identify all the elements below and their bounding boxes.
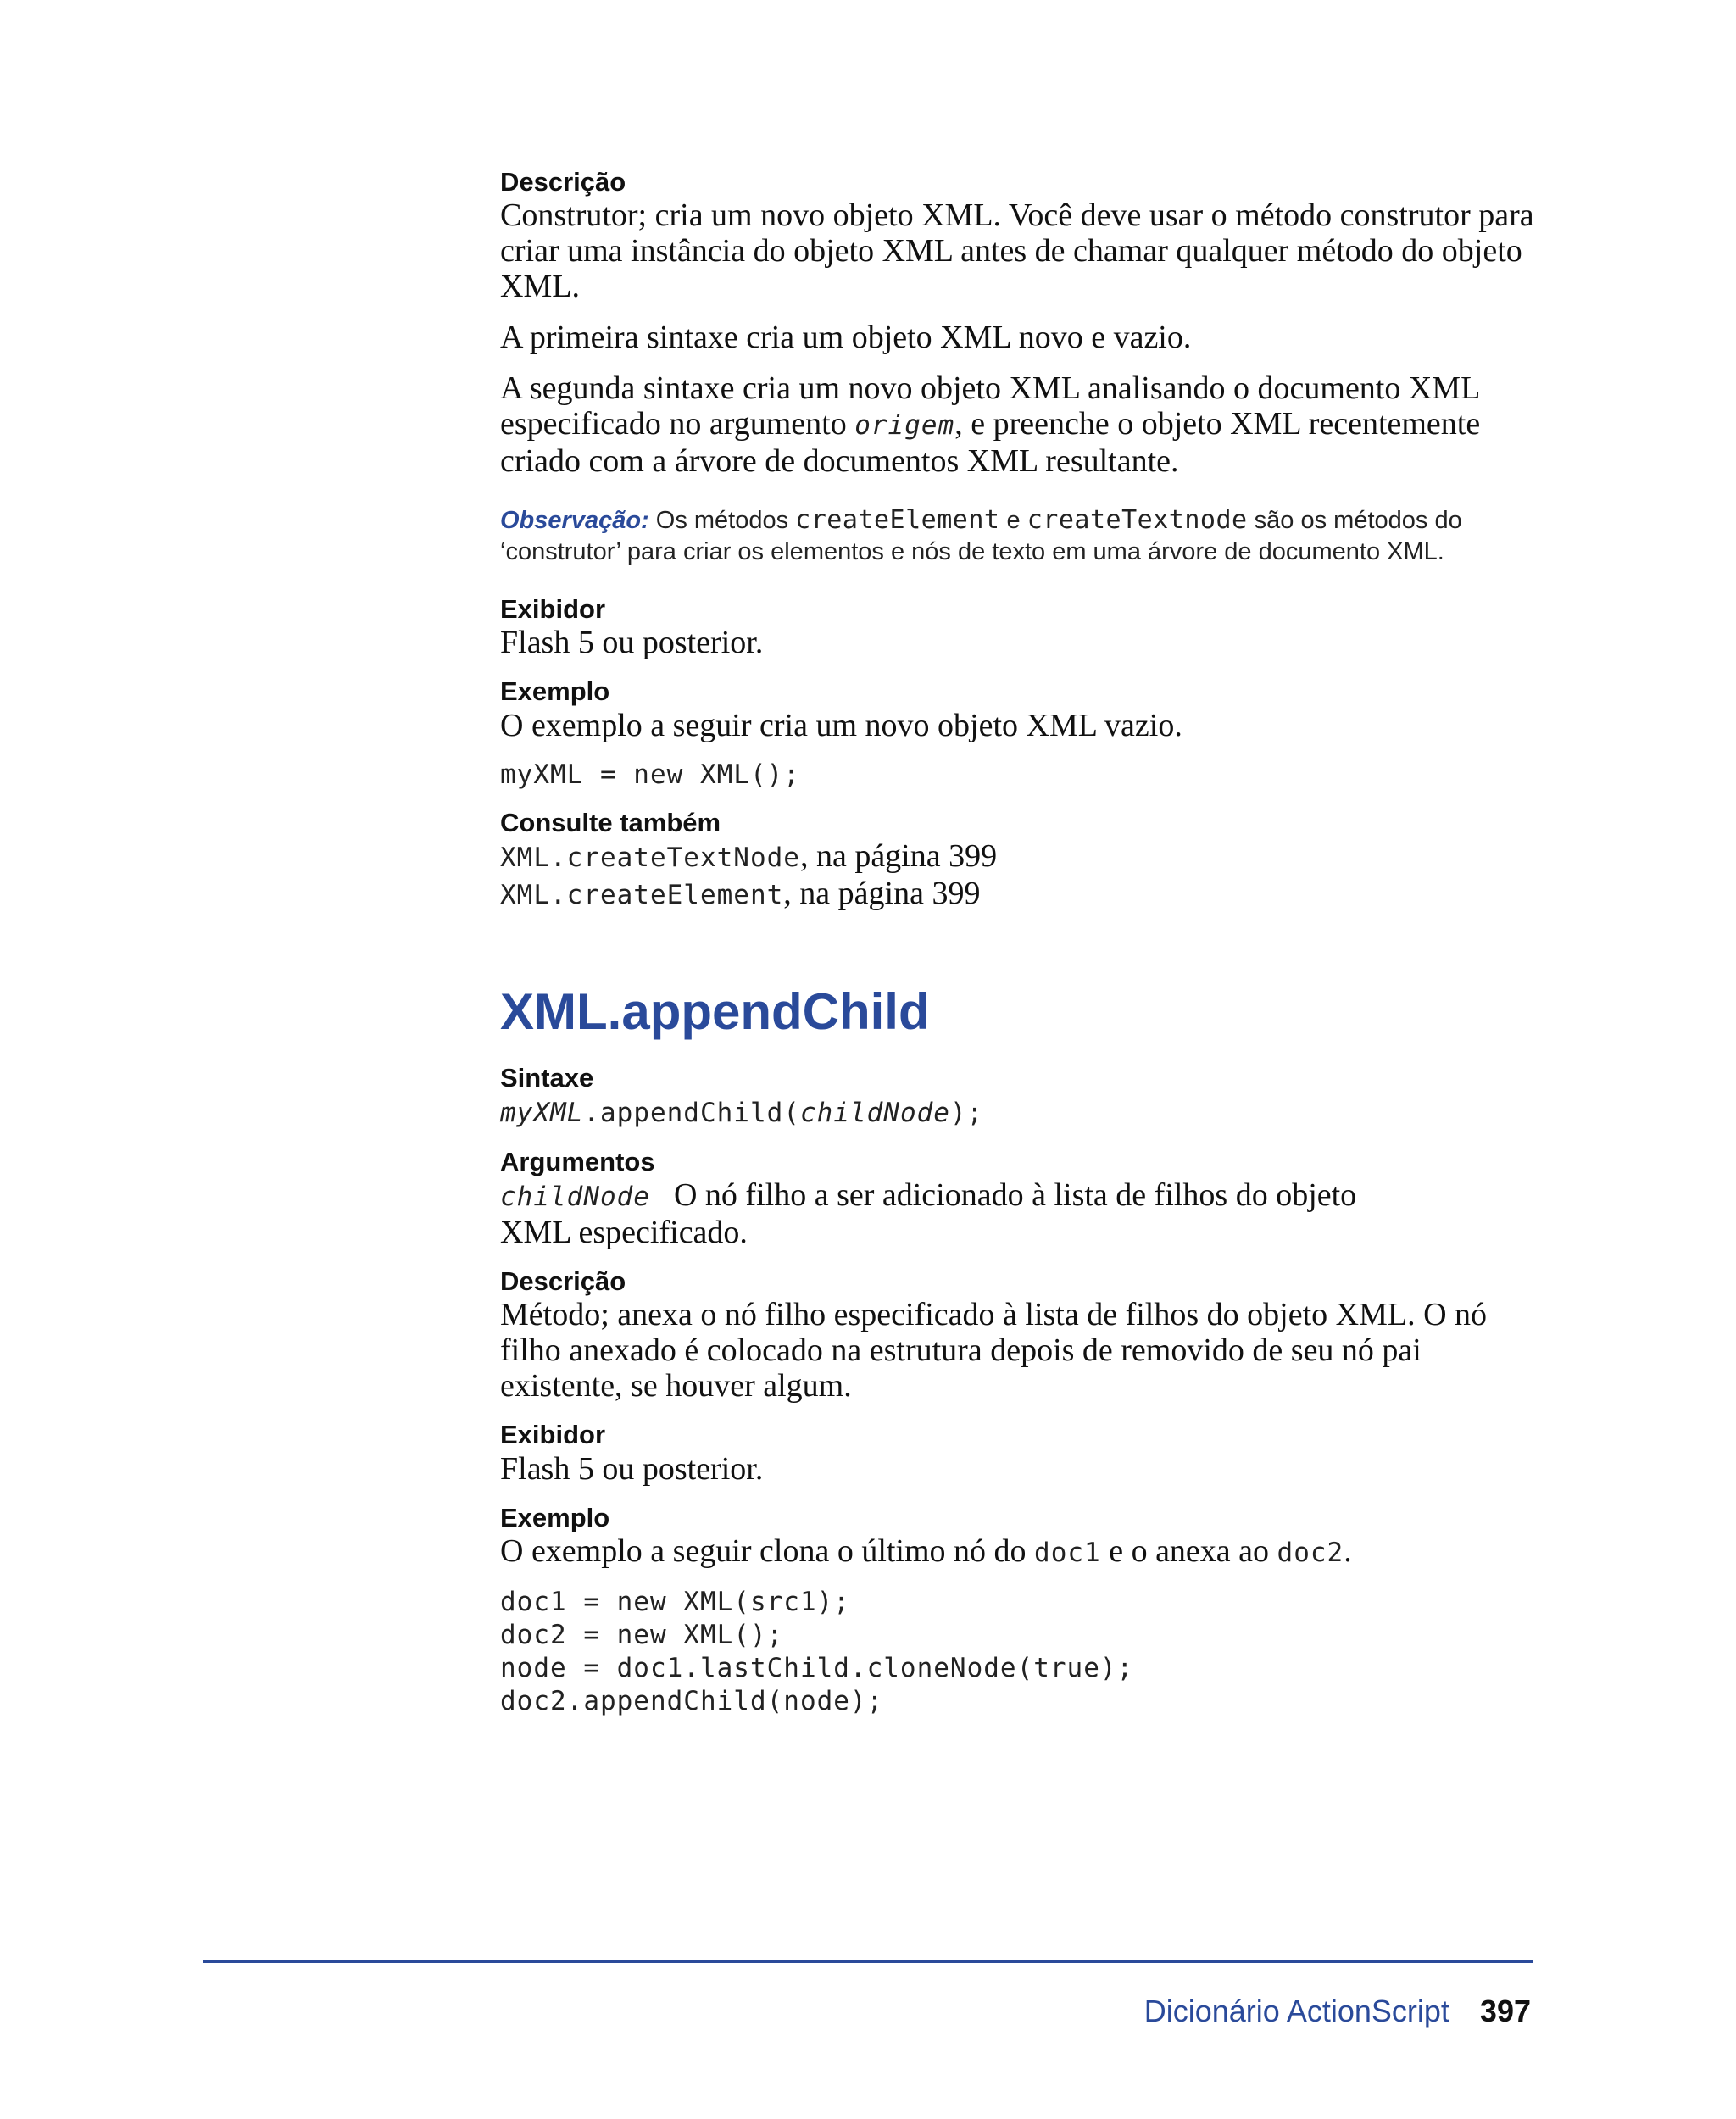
section-label-descricao: Descrição: [500, 167, 626, 197]
consulte-item: [500, 838, 1543, 876]
section-label-exemplo: Exemplo: [500, 676, 610, 707]
section-label-exibidor: Exibidor: [500, 594, 606, 625]
section-label-descricao-2: Descrição: [500, 1266, 626, 1297]
inline-code-createelement: createElement: [795, 505, 1000, 536]
consulte-page-ref: , na página 399: [783, 875, 981, 911]
exibidor-text-2: Flash 5 ou posterior.: [500, 1450, 764, 1487]
code-block-2: [500, 1586, 1543, 1718]
argument-term: childNode: [500, 1182, 650, 1213]
page-content: [500, 166, 1543, 1718]
exemplo-text: e o anexa ao: [1100, 1532, 1277, 1569]
method-heading: XML.appendChild: [500, 982, 930, 1040]
note-paragraph: [500, 504, 1543, 568]
inline-code-doc2: doc2: [1277, 1537, 1344, 1568]
section-label-exemplo-2: Exemplo: [500, 1502, 610, 1532]
inline-code-createtextnode: createTextnode: [1027, 505, 1248, 536]
sintaxe-line: [500, 1093, 1543, 1131]
para-text: A segunda sintaxe cria um novo objeto XML analisando o documento XML especificado no argumento: [500, 370, 1479, 442]
sintaxe-object: myXML: [500, 1097, 584, 1128]
footer-rule: [203, 1960, 1533, 1963]
descricao-paragraph: Construtor; cria um novo objeto XML. Você deve usar o método construtor para criar uma instância do objeto XML antes de chamar qualquer método do objeto XML.: [500, 197, 1534, 305]
sintaxe-end: );: [949, 1097, 984, 1128]
page-footer: [1144, 1994, 1531, 2029]
section-label-argumentos: Argumentos: [500, 1146, 655, 1176]
inline-code-doc1: doc1: [1034, 1537, 1101, 1568]
code-line: doc2.appendChild(node);: [500, 1685, 884, 1716]
consulte-page-ref: , na página 399: [799, 837, 998, 874]
exibidor-text: Flash 5 ou posterior.: [500, 625, 764, 661]
consulte-item: [500, 876, 1543, 913]
argument-description: O nó filho a ser adicionado à lista de filhos do objeto XML especificado.: [500, 1177, 1357, 1251]
page-number: 397: [1479, 1994, 1531, 2028]
exemplo-text: O exemplo a seguir cria um novo objeto XML vazio.: [500, 707, 1182, 743]
argument-entry: [500, 1177, 1373, 1250]
note-text: Os métodos: [648, 507, 796, 535]
consulte-link-code[interactable]: XML.createElement: [500, 879, 784, 910]
inline-code-origem: origem: [854, 410, 955, 442]
section-label-sintaxe: Sintaxe: [500, 1062, 594, 1093]
exemplo-text-2: [500, 1533, 1543, 1571]
section-label-exibidor-2: Exibidor: [500, 1420, 606, 1450]
exemplo-text: .: [1344, 1532, 1352, 1569]
section-label-consulte: Consulte também: [500, 807, 721, 837]
syntax-one-paragraph: A primeira sintaxe cria um objeto XML novo e vazio.: [500, 320, 1192, 356]
consulte-link-code[interactable]: XML.createTextNode: [500, 842, 800, 873]
descricao-paragraph-2: Método; anexa o nó filho especificado à lista de filhos do objeto XML. O nó filho anexado é colocado na estrutura depois de removido de seu nó pai existente, se houver algum.: [500, 1297, 1488, 1404]
para-text: , e preenche o objeto XML recentemente criado com a árvore de documentos XML resultante.: [500, 406, 1481, 480]
note-text: são os métodos do ‘construtor’ para criar os elementos e nós de texto em uma árvore de documento XML.: [500, 507, 1462, 566]
note-text: e: [999, 507, 1027, 535]
code-line: doc2 = new XML();: [500, 1619, 784, 1650]
code-line: doc1 = new XML(src1);: [500, 1586, 850, 1617]
footer-title: Dicionário ActionScript: [1143, 1994, 1449, 2028]
syntax-two-paragraph: [500, 370, 1543, 479]
code-block: myXML = new XML();: [500, 759, 800, 790]
note-label: Observação:: [500, 507, 649, 535]
code-line: node = doc1.lastChild.cloneNode(true);: [500, 1652, 1134, 1683]
sintaxe-argument: childNode: [799, 1097, 950, 1128]
exemplo-text: O exemplo a seguir clona o último nó do: [500, 1532, 1035, 1569]
sintaxe-method: .appendChild(: [583, 1097, 800, 1128]
